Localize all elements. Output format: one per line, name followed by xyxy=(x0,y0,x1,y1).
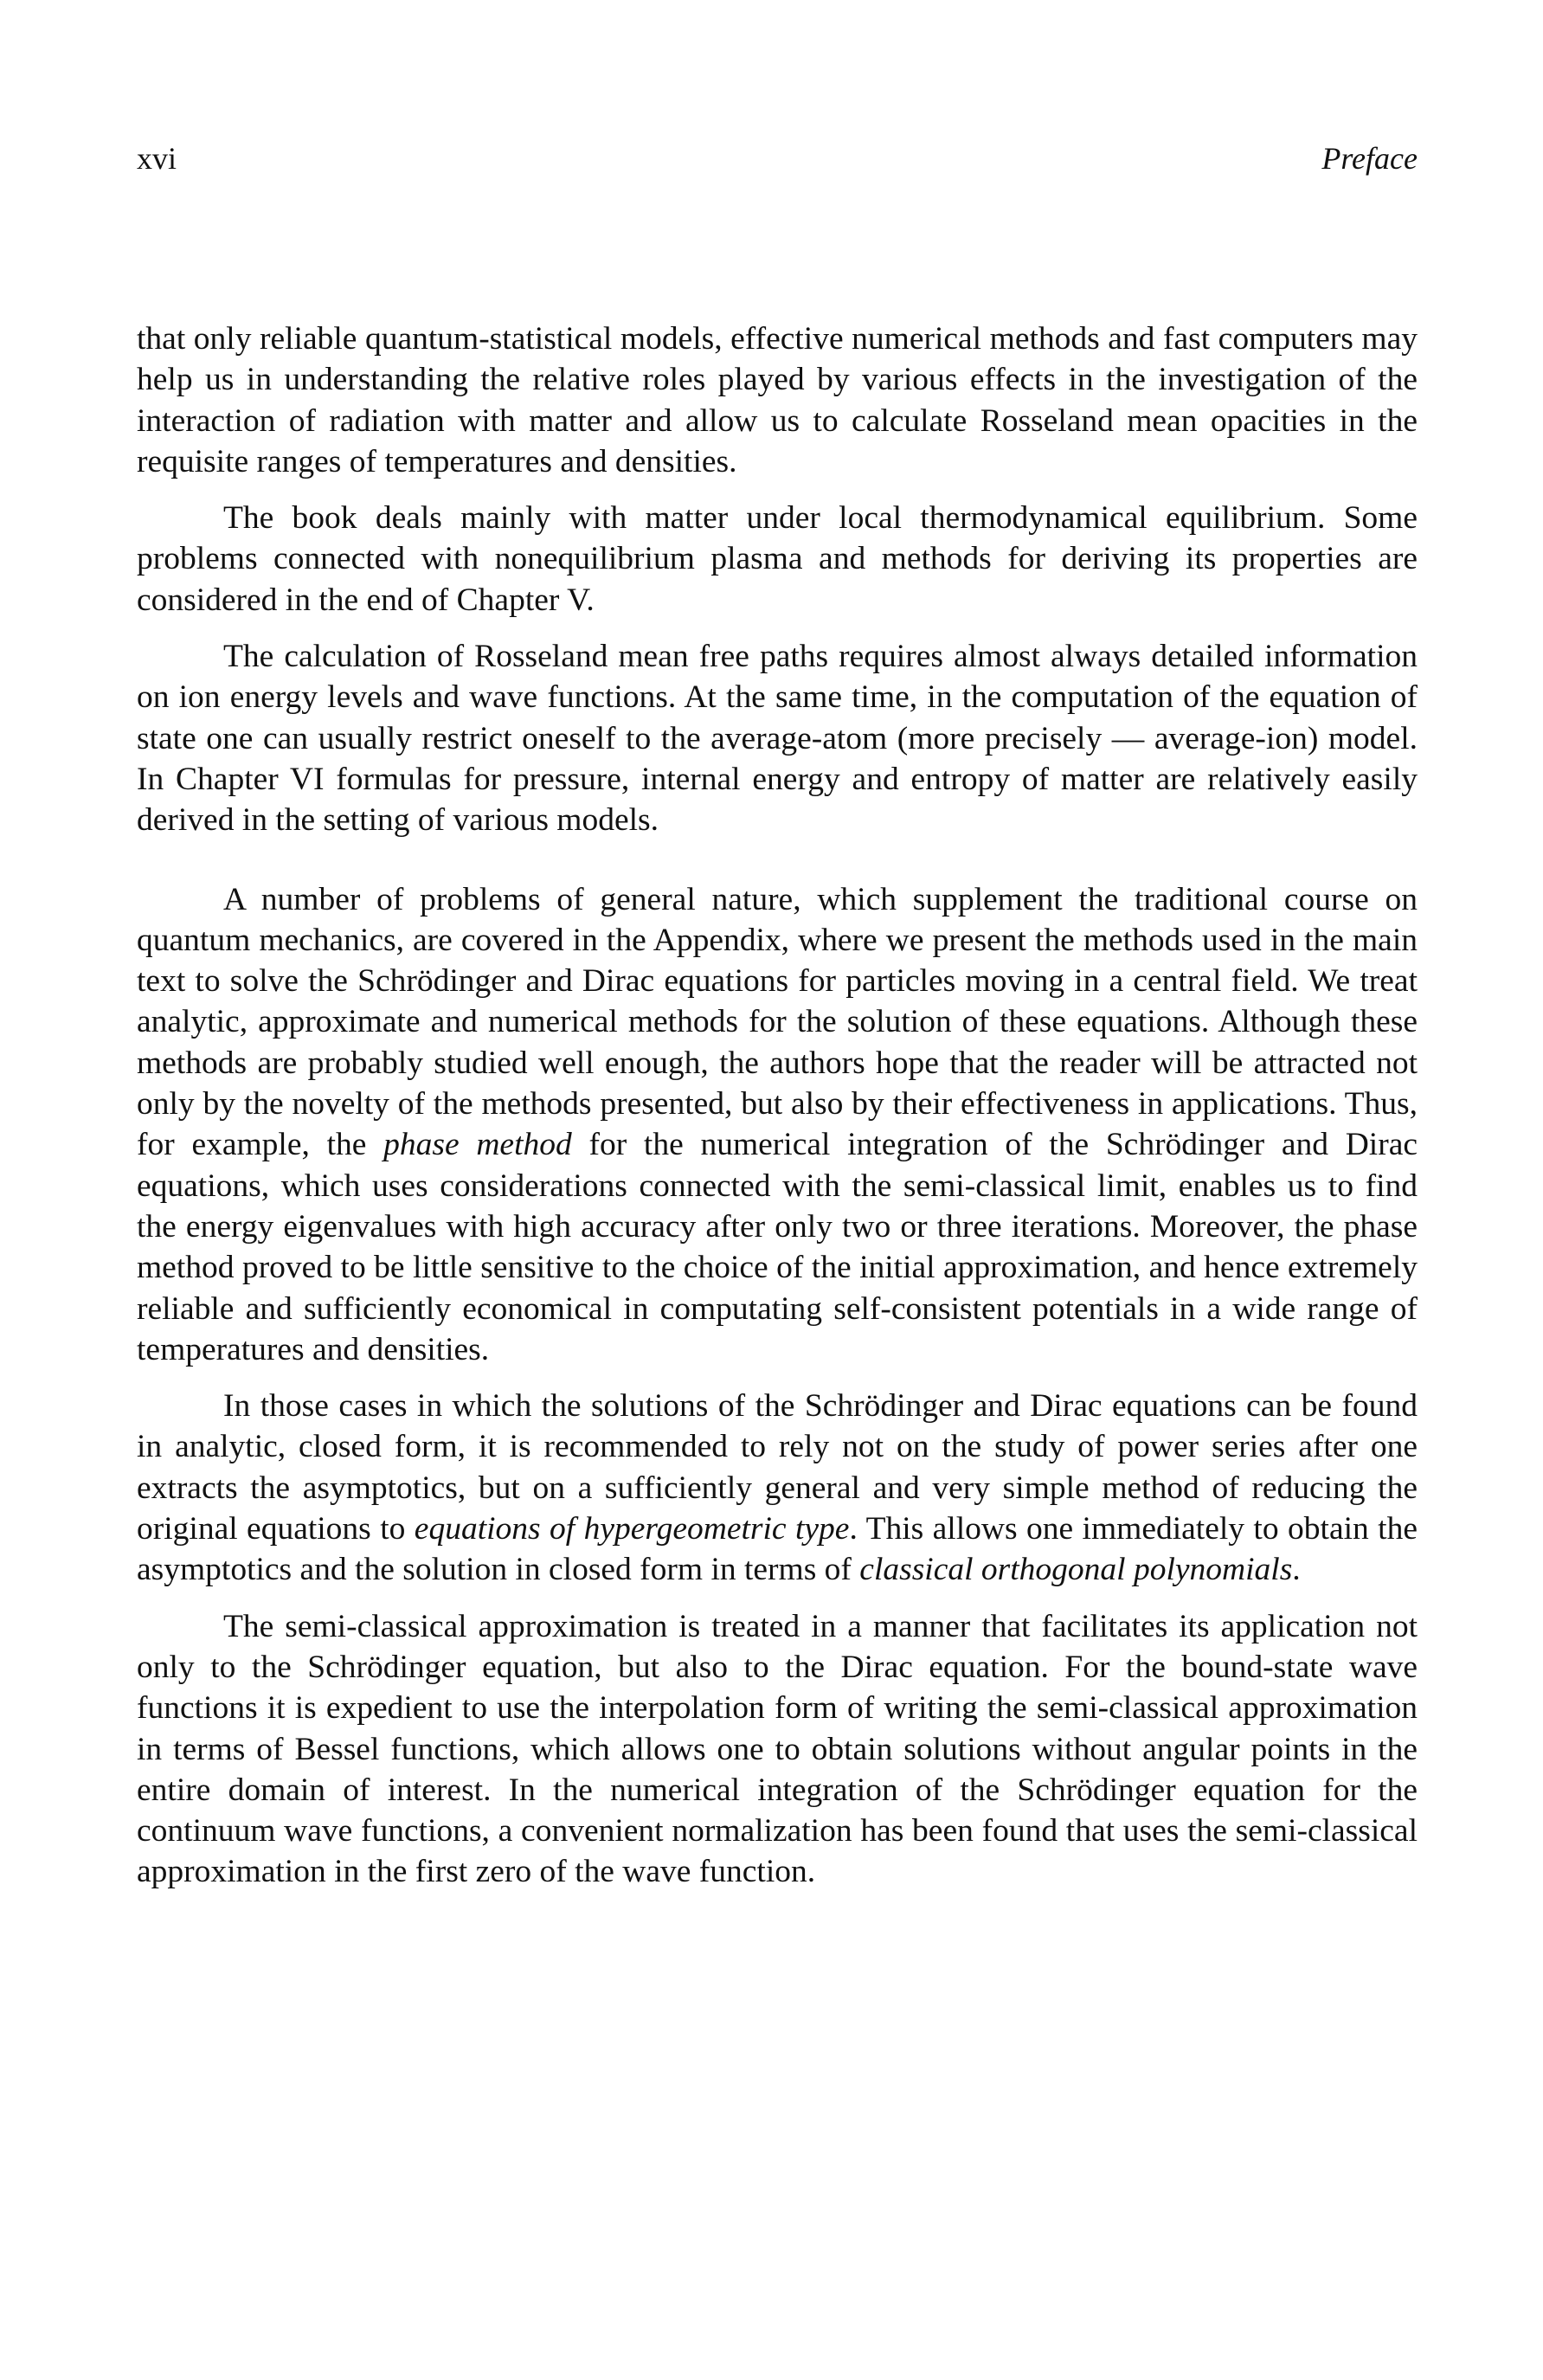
paragraph-rosseland-eos: The calculation of Rosseland mean free paths requires almost always detailed information on ion energy levels and wave functions. At the same time, in the computation of the equation of state one can usually restrict oneself to the average-atom (more precisely — average-ion) model. In Chapter VI formulas for pressure, internal energy and entropy of matter are relatively easily derived in the setting of various models. xyxy=(137,639,1418,839)
running-header xyxy=(137,137,1418,180)
paragraph-appendix-methods xyxy=(137,879,1418,1371)
paragraph-continuation: that only reliable quantum-statistical models, effective numerical methods and fast computers may help us in understanding the relative roles played by various effects in the investigation of the interaction of radiation with matter and allow us to calculate Rosseland mean opacities in the requisite ranges of temperatures and densities. xyxy=(137,321,1418,479)
text-run: for the numerical integration of the Schrödinger and Dirac equations, which uses considerations connected with the semi-classical limit, enables us to find the energy eigenvalues with high accuracy after only two or three iterations. Moreover, the phase method proved to be little sensitive to the choice of the initial approximation, and hence extremely reliable and sufficiently economical in computating self-consistent potentials in a wide range of temperatures and densities. xyxy=(137,1127,1418,1367)
emphasis-hypergeometric-type: equations of hypergeometric type xyxy=(414,1511,850,1547)
emphasis-orthogonal-polynomials: classical orthogonal polynomials xyxy=(859,1552,1293,1588)
paragraph-hypergeometric xyxy=(137,1386,1418,1590)
page-number: xvi xyxy=(137,141,177,176)
emphasis-phase-method: phase method xyxy=(383,1127,572,1163)
text-run: In those cases in which the solutions of the Schrödinger and Dirac equations can be found in analytic, closed form, it is recommended to rely not on the study of power series after one extracts the asymptotics, but on a sufficiently general and very simple method of reducing the original equations to xyxy=(137,1388,1418,1547)
paragraph-local-equilibrium: The book deals mainly with matter under local thermodynamical equilibrium. Some problems connected with nonequilibrium plasma and methods for deriving its properties are considered in the end of Chapter V. xyxy=(137,500,1418,618)
section-title: Preface xyxy=(1321,141,1418,176)
text-run: . This allows one immediately to obtain the asymptotics and the solution in closed form in terms of xyxy=(137,1511,1418,1588)
text-run: . xyxy=(1292,1552,1301,1588)
paragraph-semiclassical: The semi-classical approximation is treated in a manner that facilitates its application not only to the Schrödinger equation, but also to the Dirac equation. For the bound-state wave functions it is expedient to use the interpolation form of writing the semi-classical approximation in terms of Bessel functions, which allows one to obtain solutions without angular points in the entire domain of interest. In the numerical integration of the Schrödinger equation for the continuum wave functions, a convenient normalization has been found that uses the semi-classical approximation in the first zero of the wave function. xyxy=(137,1608,1418,1890)
text-run: A number of problems of general nature, which supplement the traditional course on quantum mechanics, are covered in the Appendix, where we present the methods used in the main text to solve the Schrödinger and Dirac equations for particles moving in a central field. We treat analytic, approximate and numerical methods for the solution of these equations. Although these methods are probably studied well enough, the authors hope that the reader will be attracted not only by the novelty of the methods presented, but also by their effectiveness in applications. Thus, for example, the xyxy=(137,881,1418,1163)
body-text xyxy=(137,318,1418,1908)
